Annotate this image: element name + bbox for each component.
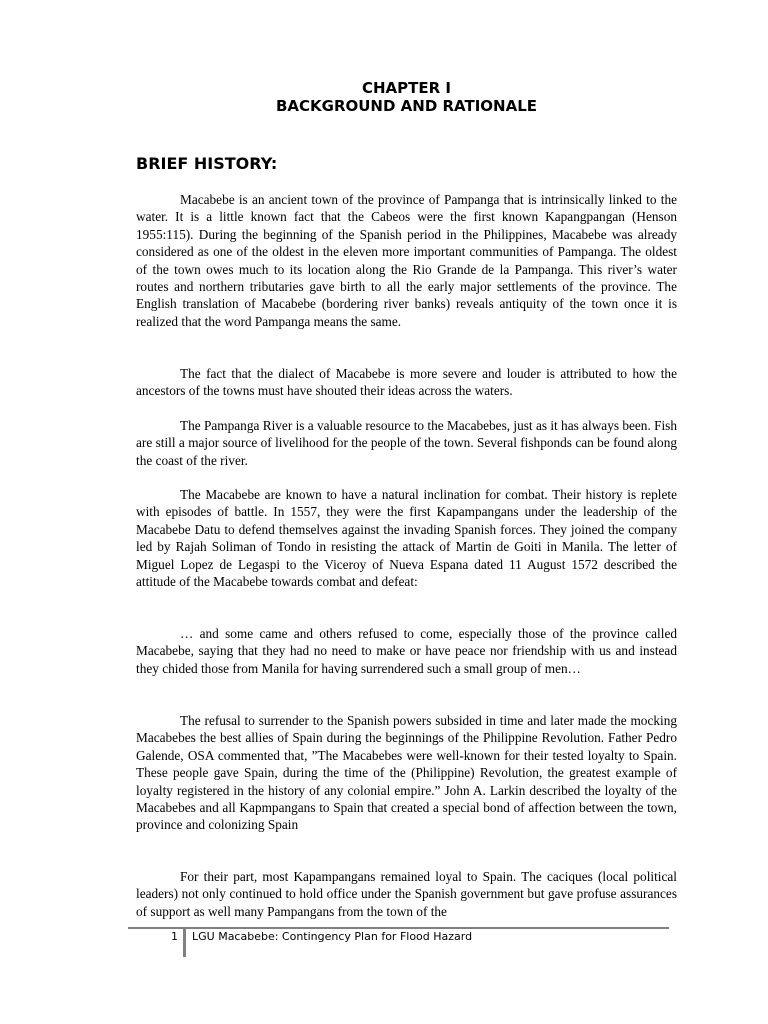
paragraph-6: For their part, most Kapampangans remained loyal to Spain. The caciques (local political leaders) not only continued to hold office under the Spanish government but gave profuse assurances of support as well many Pampangans from the town of the bbox=[136, 869, 677, 919]
footer-divider bbox=[128, 927, 669, 929]
paragraph-5: The refusal to surrender to the Spanish powers subsided in time and later made the mocking Macabebes the best allies of Spain during the beginnings of the Philippine Revolution. Father Pedro Galende, OSA commented that, ”The Macabebes were well-known for their tested loyalty to Spain. These people gave Spain, during the time of the (Philippine) Revolution, the greatest example of loyalty registered in the history of any colonial empire.” John A. Larkin described the loyalty of the Macabebes and all Kapmpangans to Spain that created a special bond of affection between the town, province and colonizing Spain bbox=[136, 713, 677, 833]
page-number: 1 bbox=[171, 930, 178, 943]
chapter-heading: CHAPTER I bbox=[362, 79, 451, 97]
paragraph-3: The Pampanga River is a valuable resource to the Macabebes, just as it has always been. Fish are still a major source of livelihood for the people of the town. Several fishponds can be found along the coast of the river. bbox=[136, 418, 678, 468]
paragraph-4: The Macabebe are known to have a natural inclination for combat. Their history is replete with episodes of battle. In 1557, they were the first Kapampangans under the leadership of the Macabebe Datu to defend themselves against the invading Spanish forces. They joined the company led by Rajah Soliman of Tondo in resisting the attack of Martin de Goiti in Manila. The letter of Miguel Lopez de Legaspi to the Viceroy of Nueva Espana dated 11 August 1572 described the attitude of the Macabebe towards combat and defeat: bbox=[136, 487, 677, 590]
footer-vertical-divider bbox=[183, 928, 186, 957]
paragraph-1: Macabebe is an ancient town of the province of Pampanga that is intrinsically linked to the water. It is a little known fact that the Cabeos were the first known Kapangpangan (Henson 1955:115). During the beginning of the Spanish period in the Philippines, Macabebe was already considered as one of the oldest in the eleven more important communities of Pampanga. The oldest of the town owes much to its location along the Rio Grande de la Pampanga. This river’s water routes and northern tributaries gave birth to all the early major settlements of the province. The English translation of Macabebe (bordering river banks) reveals antiquity of the town once it is realized that the word Pampanga means the same. bbox=[136, 192, 677, 329]
paragraph-2: The fact that the dialect of Macabebe is more severe and louder is attributed to how the ancestors of the towns must have shouted their ideas across the waters. bbox=[136, 366, 677, 399]
block-quote: … and some came and others refused to come, especially those of the province called Macabebe, saying that they had no need to make or have peace nor friendship with us and instead they chided those from Manila for having surrendered such a small group of men… bbox=[136, 626, 677, 676]
document-title: BACKGROUND AND RATIONALE bbox=[275, 97, 538, 115]
section-heading: BRIEF HISTORY: bbox=[136, 154, 278, 173]
footer-title: LGU Macabebe: Contingency Plan for Flood Hazard bbox=[192, 930, 473, 943]
